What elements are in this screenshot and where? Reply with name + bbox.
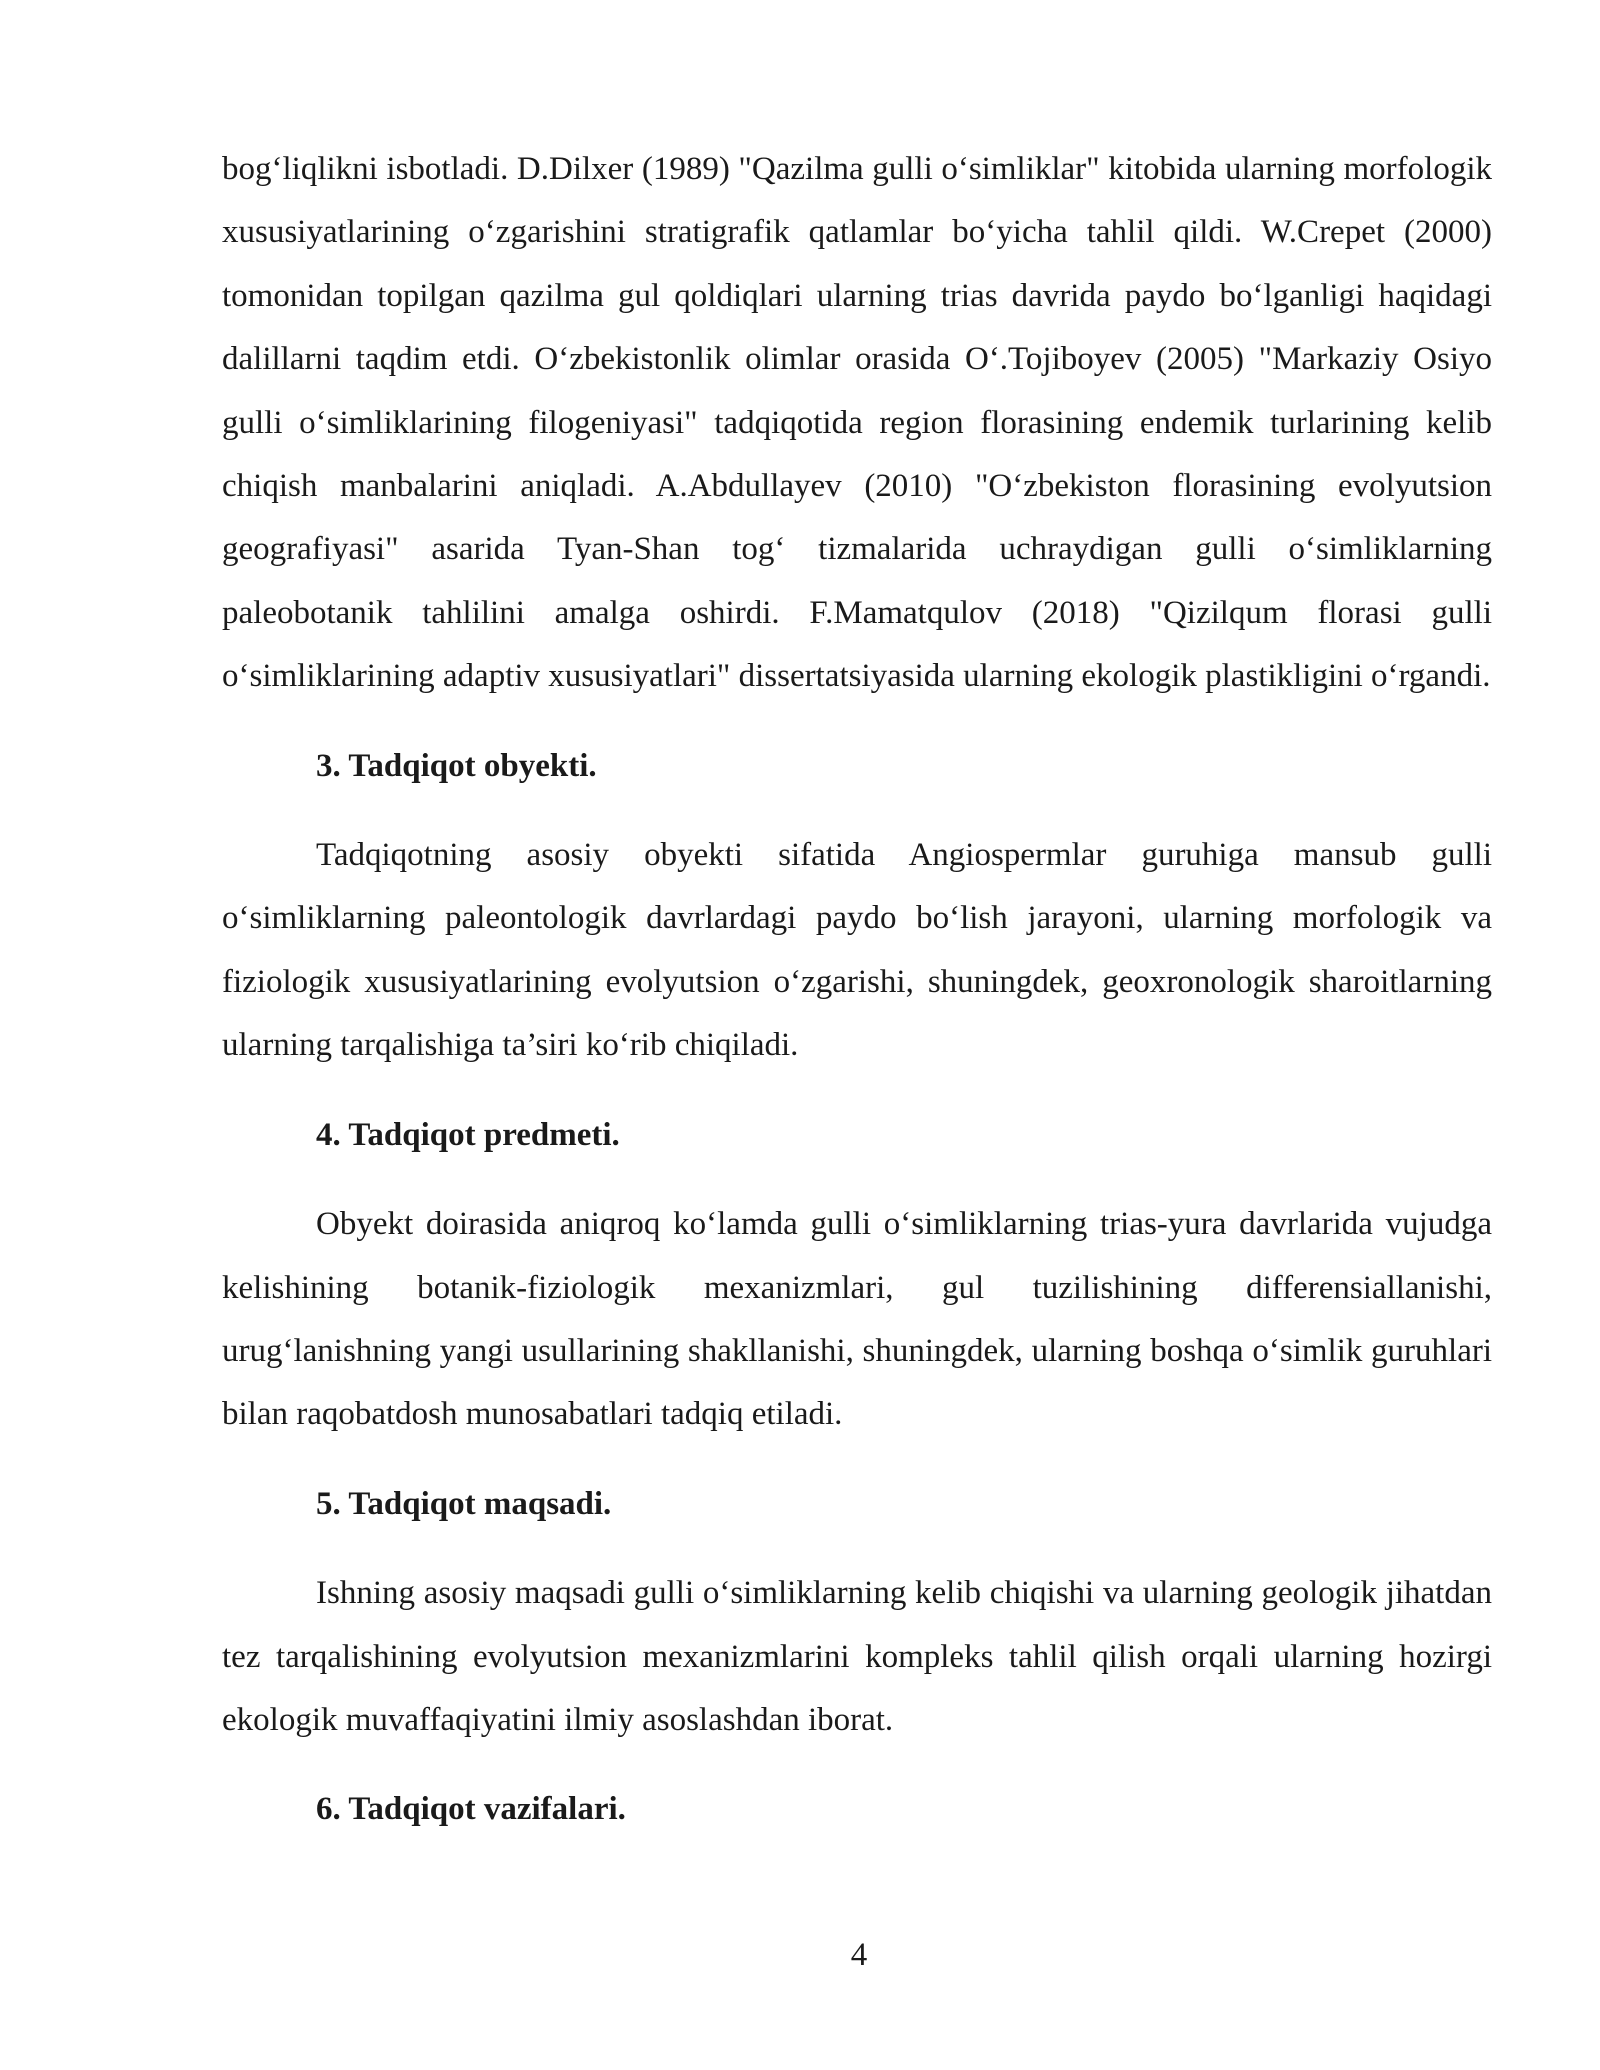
section-heading-goal: 5. Tadqiqot maqsadi. bbox=[316, 1485, 612, 1522]
section-paragraph-subject: Obyekt doirasida aniqroq ko‘lamda gulli o‘simliklarning trias-yura davrlarida vujudga kelishining botanik-fiziologik mexanizmlari, gul tuzilishining differensiallanishi, urug‘lanishning yangi usullarining shakllanishi, shuningdek, ularning boshqa o‘simlik guruhlari bilan raqobatdosh munosabatlari tadqiq etiladi. bbox=[222, 1206, 1492, 1433]
section-heading-object: 3. Tadqiqot obyekti. bbox=[316, 747, 597, 784]
continuation-paragraph: bog‘liqlikni isbotladi. D.Dilxer (1989) "Qazilma gulli o‘simliklar" kitobida ularning morfologik xususiyatlarining o‘zgarishini stratigrafik qatlamlar bo‘yicha tahlil qildi. W.Crepet (2000) tomonidan topilgan qazilma gul qoldiqlari ularning trias davrida paydo bo‘lganligi haqidagi dalillarni taqdim etdi. O‘zbekistonlik olimlar orasida O‘.Tojiboyev (2005) "Markaziy Osiyo gulli o‘simliklarining filogeniyasi" tadqiqotida region florasining endemik turlarining kelib chiqish manbalarini aniqladi. A.Abdullayev (2010) "O‘zbekiston florasining evolyutsion geografiyasi" asarida Tyan-Shan tog‘ tizmalarida uchraydigan gulli o‘simliklarning paleobotanik tahlilini amalga oshirdi. F.Mamatqulov (2018) "Qizilqum florasi gulli o‘simliklarining adaptiv xususiyatlari" dissertatsiyasida ularning ekologik plastikligini o‘rgandi. bbox=[222, 151, 1492, 695]
section-paragraph-object: Tadqiqotning asosiy obyekti sifatida Angiospermlar guruhiga mansub gulli o‘simliklarning paleontologik davrlardagi paydo bo‘lish jarayoni, ularning morfologik va fiziologik xususiyatlarining evolyutsion o‘zgarishi, shuningdek, geoxronologik sharoitlarning ularning tarqalishiga ta’siri ko‘rib chiqiladi. bbox=[222, 837, 1492, 1064]
document-page bbox=[222, 138, 1492, 1868]
page-number: 4 bbox=[850, 1937, 868, 1973]
section-heading-subject: 4. Tadqiqot predmeti. bbox=[316, 1116, 620, 1153]
section-heading-tasks: 6. Tadqiqot vazifalari. bbox=[316, 1791, 626, 1828]
section-paragraph-goal: Ishning asosiy maqsadi gulli o‘simliklarning kelib chiqishi va ularning geologik jihatdan tez tarqalishining evolyutsion mexanizmlarini kompleks tahlil qilish orqali ularning hozirgi ekologik muvaffaqiyatini ilmiy asoslashdan iborat. bbox=[222, 1575, 1492, 1738]
